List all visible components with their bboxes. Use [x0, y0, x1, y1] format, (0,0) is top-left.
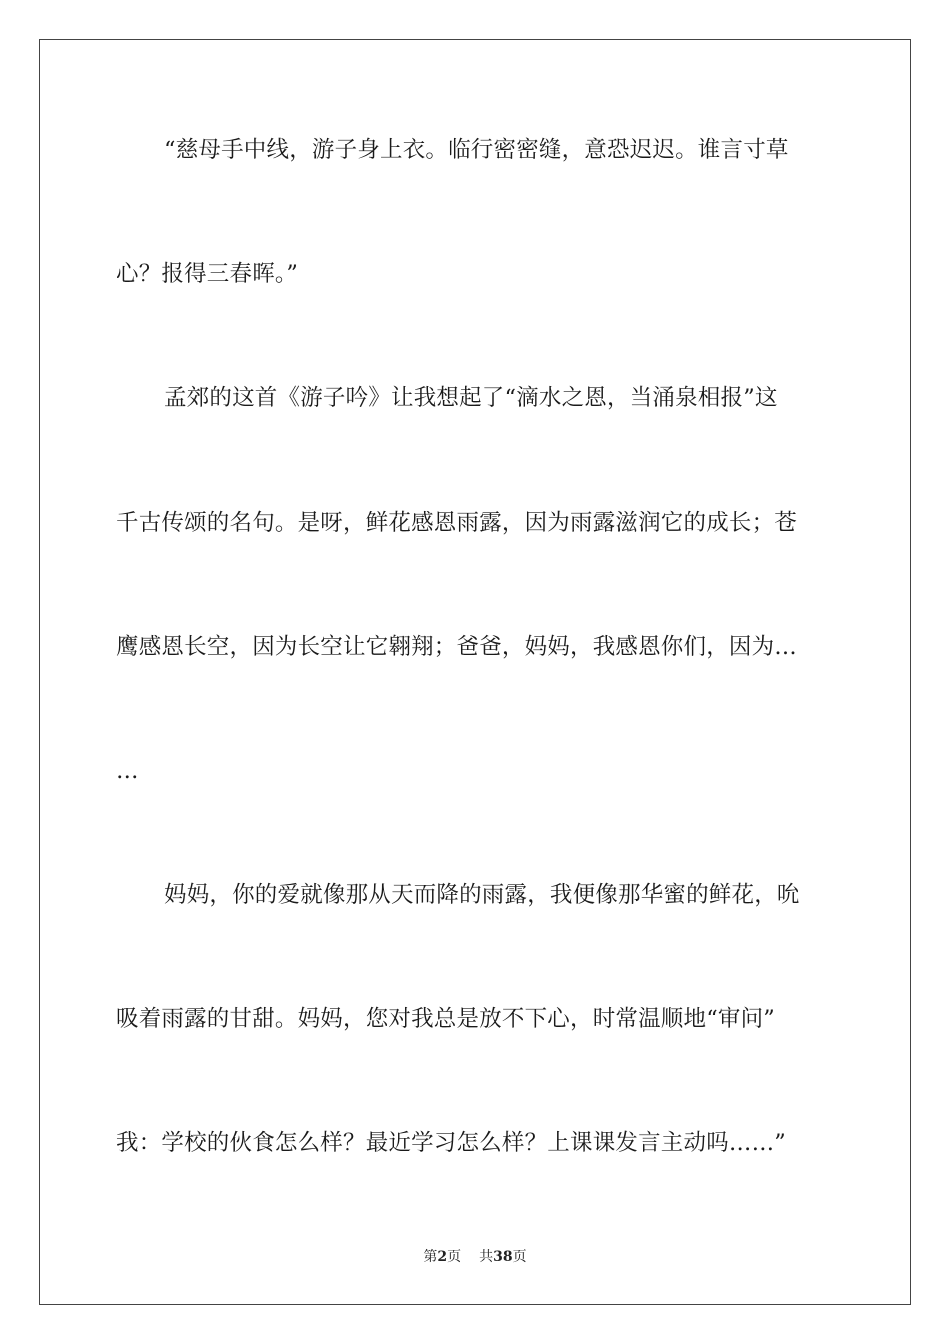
page-current: 2	[437, 1249, 448, 1265]
page-total: 38	[493, 1249, 513, 1265]
page-suffix: 页	[447, 1249, 462, 1265]
page-prefix: 第	[423, 1249, 438, 1265]
paragraph-line: 心？报得三春晖。”	[116, 261, 299, 287]
paragraph-line: …	[116, 758, 139, 784]
total-suffix: 页	[512, 1249, 527, 1265]
page-border	[39, 39, 911, 1305]
paragraph-line: 鹰感恩长空，因为长空让它翱翔；爸爸，妈妈，我感恩你们，因为…	[116, 634, 798, 660]
total-prefix: 共	[479, 1249, 494, 1265]
paragraph-line: 孟郊的这首《游子吟》让我想起了“滴水之恩，当涌泉相报”这	[164, 385, 778, 411]
paragraph-line: “慈母手中线，游子身上衣。临行密密缝，意恐迟迟。谁言寸草	[164, 137, 789, 163]
page-footer	[0, 1247, 950, 1267]
paragraph-line: 吸着雨露的甘甜。妈妈，您对我总是放不下心，时常温顺地“审问”	[116, 1006, 776, 1032]
paragraph-line: 千古传颂的名句。是呀，鲜花感恩雨露，因为雨露滋润它的成长；苍	[116, 510, 798, 536]
paragraph-line: 妈妈，你的爱就像那从天而降的雨露，我便像那华蜜的鲜花，吮	[164, 882, 800, 908]
paragraph-line: 我：学校的伙食怎么样？最近学习怎么样？上课课发言主动吗……”	[116, 1130, 787, 1156]
